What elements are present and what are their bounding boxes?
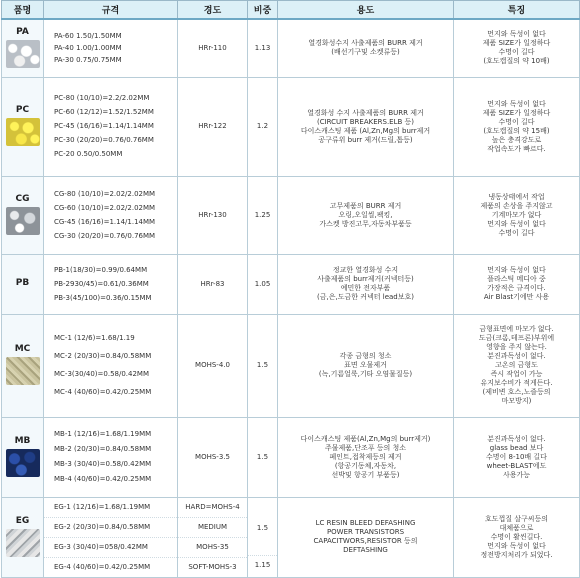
feature-line: (호도캡질의 약 15배) (483, 126, 550, 135)
feature-line: 작업속도가 빠르다. (487, 144, 546, 153)
gravity-cell (248, 497, 278, 577)
feature-line: 플라스틱 메디아 중 (487, 275, 546, 283)
feature-line: 마모방지) (501, 397, 532, 405)
feature-line: (제비변 호스,노즐등의 (482, 388, 551, 396)
use-line: 예민한 전자부품 (340, 284, 391, 292)
feature-line: 유지보수비가 적게든다. (480, 379, 553, 387)
feature-line: Air Blast기에만 사용 (483, 293, 550, 301)
hardness-value: HRr-110 (198, 43, 227, 52)
use-cell (278, 176, 454, 254)
use-line: 정교한 열경화성 수지 (332, 266, 399, 274)
use-line: LC RESIN BLEED DEFASHING (315, 519, 416, 527)
spec-cell (44, 417, 178, 497)
table-row-cg (2, 176, 580, 254)
header-spec: 규격 (44, 1, 178, 20)
feature-line: 고온의 금형도 (495, 361, 538, 369)
spec-line: MB-4 (40/60)=0.42/0.25MM (54, 475, 152, 483)
header-row (2, 1, 580, 20)
feature-line: 대체품으로 (499, 523, 534, 532)
use-cell (278, 497, 454, 577)
use-line: (배선기구및 소켓류등) (331, 48, 400, 57)
product-cell (2, 314, 44, 417)
spec-line: MC-3(30/40)=0.58/0.42MM (54, 370, 150, 378)
hardness-cell (178, 417, 248, 497)
feature-line: 호도껍질 살구씨등의 (484, 514, 549, 523)
product-code: MC (14, 344, 31, 354)
spec-line: MC-4 (40/60)=0.42/0.25MM (54, 388, 152, 396)
feature-line: glass bead 보다 (489, 443, 544, 452)
table-row-pa (2, 19, 580, 77)
feature-cell (454, 19, 580, 77)
spec-line: PC-30 (20/20)=0.76/0.76MM (54, 136, 154, 144)
table-row-mc (2, 314, 580, 417)
feature-line: 분진과독성이 없다. (487, 352, 546, 360)
use-line: (항공기동체,자동차, (334, 461, 397, 470)
feature-line: 먼지와 독성이 없다 (487, 30, 546, 39)
hardness-cell (178, 497, 248, 577)
use-line: 각종 금형의 청소 (339, 352, 392, 360)
feature-line: 가장적은 규격이다. (487, 284, 546, 292)
feature-line: 제품 SIZE가 일정하다 (482, 108, 551, 117)
spec-line: MB-1 (12/16)=1.68/1.19MM (54, 430, 152, 438)
table-row-eg (2, 497, 580, 577)
feature-line: 먼지와 독성이 없다 (487, 219, 546, 228)
gravity-value: 1.15 (254, 560, 271, 569)
feature-line: 분진과독성이 없다. (487, 434, 546, 443)
use-line: 가스켓 방진고무,자동차부품등 (319, 219, 412, 228)
feature-line: 금형표면에 마모가 없다. (479, 325, 554, 333)
use-line: 공구류위 burr 제거(드릴,톱등) (318, 135, 413, 144)
gravity-cell (248, 77, 278, 176)
table-row-pb (2, 254, 580, 314)
spec-cell (44, 77, 178, 176)
feature-line: (호도캡질의 약 10배) (483, 57, 550, 66)
spec-line: MC-2 (20/30)=0.84/0.58MM (54, 352, 152, 360)
spec-line: PB-2930/45)=0.61/0.36MM (54, 279, 149, 288)
header-feature: 특징 (454, 1, 580, 20)
product-cell (2, 176, 44, 254)
product-cell (2, 497, 44, 577)
spec-cell (44, 497, 178, 577)
product-cell (2, 417, 44, 497)
spec-line: EG-1 (12/16)=1.68/1.19MM (44, 498, 177, 518)
media-sample-image (6, 40, 40, 68)
spec-cell (44, 314, 178, 417)
header-gravity: 비중 (248, 1, 278, 20)
use-line: (금,은,도금한 커넥터 lead보호) (317, 293, 414, 301)
gravity-cell (248, 314, 278, 417)
use-line: DEFTASHING (343, 546, 388, 554)
feature-line: 제품의 손상을 주지않고 (480, 201, 553, 210)
use-cell (278, 77, 454, 176)
hardness-value: MOHS-4.0 (195, 361, 230, 369)
spec-cell (44, 176, 178, 254)
product-code: PA (16, 26, 29, 37)
feature-line: 수명이 길다 (498, 117, 535, 126)
use-line: CAPACITWORS,RESISTOR 등의 (313, 537, 418, 545)
spec-line: PC-80 (10/10)=2.2/2.02MM (54, 94, 150, 102)
feature-line: 정전방지처리가 되었다. (480, 550, 553, 559)
gravity-value: 1.25 (254, 210, 271, 219)
product-cell (2, 254, 44, 314)
spec-line: MB-3 (30/40)=0.58/0.42MM (54, 460, 152, 468)
media-spec-table (1, 0, 580, 578)
feature-line: 수명이 길다 (498, 228, 535, 237)
header-use: 용도 (278, 1, 454, 20)
media-sample-image (6, 207, 40, 235)
hardness-value: MEDIUM (178, 518, 247, 538)
spec-line: CG-30 (20/20)=0.76/0.76MM (54, 231, 156, 240)
use-cell (278, 314, 454, 417)
hardness-value: MOHS-3.5 (195, 452, 230, 461)
spec-line: CG-80 (10/10)=2.02/2.02MM (54, 189, 156, 198)
feature-line: wheet-BLAST에도 (486, 461, 547, 470)
product-code: EG (15, 515, 30, 526)
spec-line: EG-4 (40/60)=0.42/0.25MM (54, 562, 151, 571)
hardness-value: SOFT-MOHS-3 (188, 562, 237, 571)
media-sample-image (6, 357, 40, 385)
spec-line: PC-45 (16/16)=1.14/1.14MM (54, 122, 154, 130)
feature-line: 냉동상태에서 작업 (488, 192, 545, 201)
hardness-cell (178, 77, 248, 176)
hardness-cell (178, 314, 248, 417)
spec-line: PB-3(45/100)=0.36/0.15MM (54, 293, 152, 302)
spec-line: PA-60 1.50/1.50MM (54, 31, 122, 40)
feature-cell (454, 254, 580, 314)
gravity-cell (248, 417, 278, 497)
spec-line: PA-40 1.00/1.00MM (54, 43, 122, 52)
use-line: 다이스캐스팅 제품(Al,Zn,Mg의 burr제거) (300, 434, 431, 443)
product-cell (2, 77, 44, 176)
spec-line: PC-20 0.50/0.50MM (54, 150, 123, 158)
use-cell (278, 19, 454, 77)
use-cell (278, 417, 454, 497)
table-row-mb (2, 417, 580, 497)
feature-cell (454, 497, 580, 577)
feature-line: 먼지와 독성이 없다 (487, 541, 546, 550)
product-cell (2, 19, 44, 77)
hardness-value: MOHS-35 (178, 538, 247, 558)
gravity-cell (248, 176, 278, 254)
feature-line: 수명이 8-10배 길다 (486, 452, 547, 461)
use-line: 열경화성수지 사출제품의 BURR 제거 (308, 39, 423, 48)
feature-line: 즉시 작업이 가능 (490, 370, 543, 378)
product-code: MB (14, 435, 31, 446)
header-hardness: 경도 (178, 1, 248, 20)
hardness-value: HRr-83 (200, 279, 225, 288)
gravity-value: 1.5 (256, 452, 269, 461)
feature-line: 수명이 활씬길다. (490, 532, 543, 541)
spec-line: MC-1 (12/6)=1.68/1.19 (54, 334, 135, 342)
feature-line: 기계마모가 없다 (491, 210, 542, 219)
use-cell (278, 254, 454, 314)
use-line: 사출제품의 burr제거(커넥터등) (317, 275, 414, 283)
use-line: (녹,기름얼룩,기타 오염물질등) (318, 370, 413, 378)
header-name: 품명 (2, 1, 44, 20)
use-line: POWER TRANSISTORS (326, 528, 405, 536)
use-line: 선박및 항공기 부품등) (331, 470, 400, 479)
feature-line: 사용가능 (502, 470, 531, 479)
gravity-value: 1.5 (256, 361, 269, 369)
spec-cell (44, 19, 178, 77)
feature-line: 먼지와 독성이 없다 (487, 99, 546, 108)
feature-line: 먼지와 독성이 없다 (487, 266, 546, 274)
spec-line: PC-60 (12/12)=1.52/1.52MM (54, 108, 154, 116)
use-line: 주물제품,단조푸 등의 청소 (324, 443, 407, 452)
hardness-cell (178, 254, 248, 314)
spec-line: PA-30 0.75/0.75MM (54, 55, 122, 64)
use-line: 표면 오물제거 (344, 361, 387, 369)
feature-cell (454, 77, 580, 176)
product-code: PC (15, 105, 30, 115)
hardness-value: HRr-130 (198, 210, 227, 219)
use-line: 오링,오일씰,팩킹, (338, 210, 393, 219)
feature-line: 도금(크롬,테프론)부위에 (478, 334, 555, 342)
spec-cell (44, 254, 178, 314)
media-sample-image (6, 118, 40, 146)
gravity-value: 1.2 (256, 122, 269, 130)
product-code: CG (15, 193, 30, 204)
feature-line: 수명이 길다 (498, 48, 535, 57)
spec-line: PB-1(18/30)=0.99/0.64MM (54, 265, 148, 274)
feature-line: 제품 SIZE가 일정하다 (482, 39, 551, 48)
gravity-value: 1.05 (254, 279, 271, 288)
table-row-pc (2, 77, 580, 176)
feature-cell (454, 417, 580, 497)
gravity-cell (248, 19, 278, 77)
feature-line: 높은 충격강도로 (491, 135, 542, 144)
spec-line: CG-60 (10/10)=2.02/2.02MM (54, 203, 156, 212)
hardness-cell (178, 19, 248, 77)
use-line: 다이스캐스팅 제품 (Al,Zn,Mg의 burr제거 (300, 126, 431, 135)
gravity-cell (248, 254, 278, 314)
media-sample-image (6, 449, 40, 477)
use-line: 페인트,접착제등의 제거 (329, 452, 402, 461)
use-line: 고무제품의 BURR 제거 (329, 201, 402, 210)
hardness-value: HRr-122 (198, 122, 227, 130)
spec-line: CG-45 (16/16)=1.14/1.14MM (54, 217, 156, 226)
spec-line: EG-3 (30/40)=058/0.42MM (44, 538, 177, 558)
feature-cell (454, 314, 580, 417)
use-line: 열경화성 수지 사출제품의 BURR 제거 (307, 108, 424, 117)
media-sample-image (6, 529, 40, 557)
hardness-value: HARD=MOHS-4 (178, 498, 247, 518)
spec-line: MB-2 (20/30)=0.84/0.58MM (54, 445, 152, 453)
gravity-value: 1.5 (248, 500, 277, 556)
use-line: (CIRCUIT BREAKERS.ELB 등) (316, 117, 415, 126)
product-code: PB (15, 278, 30, 288)
feature-cell (454, 176, 580, 254)
hardness-cell (178, 176, 248, 254)
spec-line: EG-2 (20/30)=0.84/0.58MM (44, 518, 177, 538)
feature-line: 영향을 주지 않는다. (486, 343, 547, 351)
gravity-value: 1.13 (254, 43, 271, 52)
